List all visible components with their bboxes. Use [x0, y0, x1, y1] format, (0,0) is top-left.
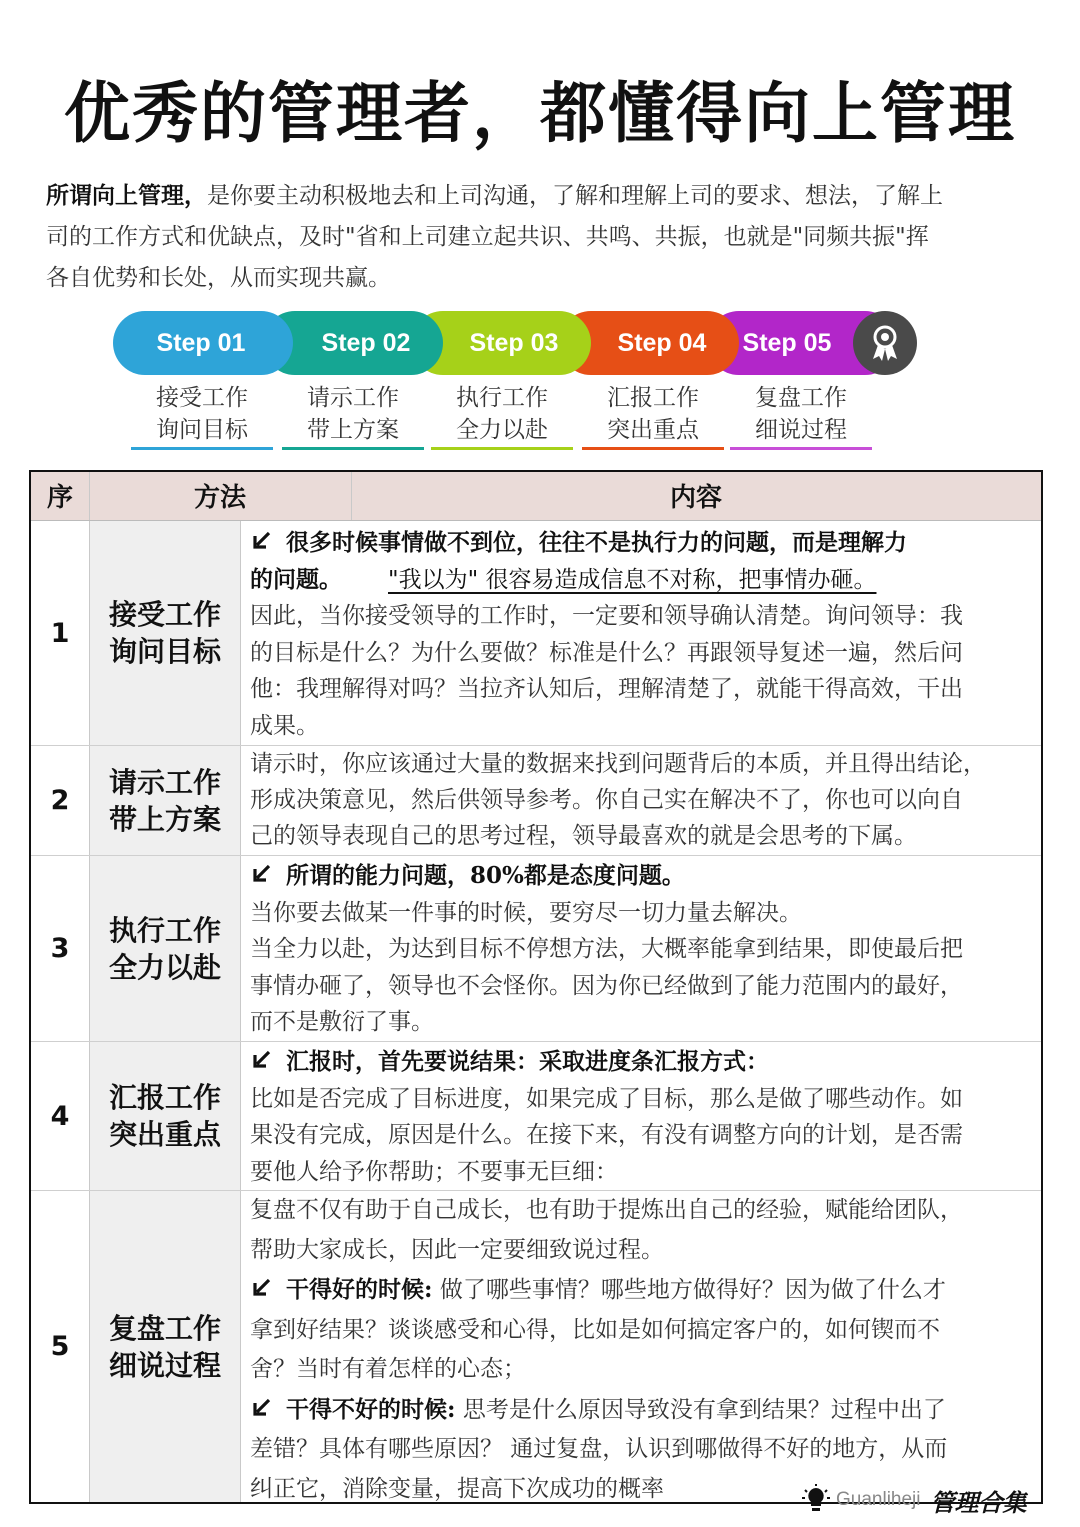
- bold-line: 所谓的能力问题，80%都是态度问题。: [286, 862, 685, 889]
- method-line: 接受工作: [108, 598, 221, 631]
- content-line: 请示时，你应该通过大量的数据来找到问题背后的本质，并且得出结论，: [250, 751, 986, 777]
- step-label: Step 03: [469, 328, 559, 357]
- content-line: 他：我理解得对吗？当拉齐认知后，理解清楚了，就能干得高效，干出: [250, 676, 963, 702]
- method-line: 请示工作: [108, 765, 221, 799]
- row-content: [250, 1191, 1034, 1502]
- arrow-down-left-icon: [250, 863, 272, 885]
- method-line: 复盘工作: [108, 1311, 221, 1345]
- intro-lead: 所谓向上管理，: [46, 183, 207, 209]
- brand-name-cn: 管理合集: [930, 1487, 1027, 1517]
- step-label: Step 01: [156, 328, 246, 357]
- caption-line: 汇报工作: [607, 385, 699, 411]
- row-method: [90, 521, 240, 745]
- row-method: [90, 746, 240, 855]
- content-line: 拿到好结果？谈谈感受和心得，比如是如何搞定客户的，如何锲而不: [250, 1316, 940, 1343]
- bold-line: 很多时候事情做不到位，往往不是执行力的问题，而是理解力: [286, 529, 907, 556]
- row-number: 5: [50, 1331, 70, 1362]
- caption-line: 询问目标: [156, 417, 248, 443]
- content-line: 帮助大家成长，因此一定要细致说过程。: [250, 1236, 664, 1263]
- content-line: 成果。: [250, 712, 319, 739]
- bold-line: 汇报时，首先要说结果：采取进度条汇报方式：: [286, 1048, 769, 1075]
- caption-line: 复盘工作: [755, 385, 847, 411]
- step-label: Step 05: [742, 328, 832, 357]
- row-method: [90, 856, 240, 1041]
- method-line: 询问目标: [108, 635, 221, 668]
- content-line: 做了哪些事情？哪些地方做得好？因为做了什么才: [439, 1277, 946, 1303]
- content-line: 果没有完成，原因是什么。在接下来，有没有调整方向的计划，是否需: [250, 1122, 963, 1148]
- step-03-caption: [431, 382, 573, 446]
- row-content: [250, 746, 1034, 855]
- lightbulb-icon: [802, 1484, 830, 1516]
- intro-line: 是你要主动积极地去和上司沟通，了解和理解上司的要求、想法，了解上: [207, 183, 943, 209]
- content-line: 要他人给予你帮助；不要事无巨细：: [250, 1158, 618, 1185]
- underlined-text: "我以为" 很容易造成信息不对称，把事情办砸。: [388, 566, 877, 593]
- row-number: 1: [50, 617, 70, 649]
- caption-line: 执行工作: [456, 385, 548, 411]
- arrow-down-left-icon: [250, 530, 272, 552]
- arrow-down-left-icon: [250, 1277, 272, 1299]
- content-line: 纠正它，消除变量，提高下次成功的概率: [250, 1475, 664, 1502]
- content-line: 差错？具体有哪些原因？ 通过复盘，认识到哪做得不好的地方，从而: [250, 1436, 948, 1462]
- caption-line: 细说过程: [755, 417, 847, 443]
- bold-line: 的问题。: [250, 565, 342, 593]
- content-line: 因此，当你接受领导的工作时，一定要和领导确认清楚。询问领导：我: [250, 603, 963, 629]
- content-line: 比如是否完成了目标进度，如果完成了目标，那么是做了哪些动作。如: [250, 1085, 963, 1112]
- caption-underline: [582, 447, 724, 450]
- row-number: 3: [50, 933, 70, 964]
- content-line: 的目标是什么？为什么要做？标准是什么？再跟领导复述一遍，然后问: [250, 639, 963, 666]
- caption-line: 突出重点: [607, 417, 699, 443]
- arrow-down-left-icon: [250, 1397, 272, 1419]
- step-01-segment: [113, 311, 293, 375]
- table-row: [31, 1191, 1041, 1502]
- header-method: 方法: [193, 483, 246, 513]
- row-content: [250, 521, 1034, 749]
- content-line: 而不是敷衍了事。: [250, 1009, 434, 1035]
- content-line: 当你要去做某一件事的时候，要穷尽一切力量去解决。: [250, 899, 802, 926]
- methods-table: [29, 470, 1043, 1504]
- header-number: 序: [46, 483, 73, 513]
- row-method: [90, 1042, 240, 1190]
- step-label: Step 02: [321, 328, 411, 357]
- step-04-caption: [582, 382, 724, 446]
- steps-bar: [113, 311, 919, 375]
- method-line: 汇报工作: [108, 1081, 221, 1114]
- content-line: 形成决策意见，然后供领导参考。你自己实在解决不了，你也可以向自: [250, 787, 963, 813]
- content-line: 当全力以赴，为达到目标不停想方法，大概率能拿到结果，即使最后把: [250, 936, 963, 962]
- table-row: [31, 856, 1041, 1042]
- content-line: 事情办砸了，领导也不会怪你。因为你已经做到了能力范围内的最好，: [250, 972, 963, 999]
- caption-line: 请示工作: [307, 385, 399, 411]
- row-content: [250, 1042, 1034, 1192]
- table-row: [31, 521, 1041, 746]
- content-line: 思考是什么原因导致没有拿到结果？过程中出了: [462, 1396, 946, 1423]
- table-row: [31, 746, 1041, 856]
- bold-line: 干得不好的时候:: [286, 1395, 456, 1423]
- method-line: 突出重点: [108, 1118, 221, 1151]
- table-row: [31, 1042, 1041, 1191]
- header-content: 内容: [669, 483, 722, 513]
- caption-underline: [730, 447, 872, 450]
- award-ribbon-icon: [853, 311, 917, 375]
- table-header: [31, 472, 1041, 521]
- intro-paragraph: [46, 176, 1036, 299]
- page-title: 优秀的管理者，都懂得向上管理: [64, 75, 1016, 152]
- arrow-down-left-icon: [250, 1049, 272, 1071]
- row-method: [90, 1191, 240, 1502]
- intro-line: 各自优势和长处，从而实现共赢。: [46, 265, 391, 291]
- row-number: 2: [50, 785, 70, 816]
- content-line: 舍？当时有着怎样的心态；: [250, 1356, 526, 1382]
- caption-underline: [282, 447, 424, 450]
- intro-line: 司的工作方式和优缺点，及时"省和上司建立起共识、共鸣、共振，也就是"同频共振"挥: [46, 224, 929, 250]
- content-line: 复盘不仅有助于自己成长，也有助于提炼出自己的经验，赋能给团队，: [250, 1197, 963, 1223]
- caption-underline: [131, 447, 273, 450]
- brand-name-en: Guanliheji: [836, 1489, 921, 1510]
- step-02-caption: [282, 382, 424, 446]
- brand-watermark: [802, 1480, 1052, 1520]
- row-content: [250, 856, 1034, 1043]
- method-line: 全力以赴: [108, 950, 221, 984]
- caption-underline: [431, 447, 573, 450]
- row-number: 4: [50, 1100, 70, 1132]
- content-line: 己的领导表现自己的思考过程，领导最喜欢的就是会思考的下属。: [250, 823, 917, 849]
- bold-line: 干得好的时候:: [286, 1276, 433, 1303]
- caption-line: 接受工作: [156, 385, 248, 411]
- method-line: 带上方案: [108, 802, 221, 836]
- step-01-caption: [131, 382, 273, 446]
- caption-line: 带上方案: [307, 417, 399, 443]
- caption-line: 全力以赴: [456, 417, 548, 443]
- step-05-caption: [730, 382, 872, 446]
- step-captions: [0, 382, 1080, 454]
- method-line: 执行工作: [108, 913, 221, 947]
- step-label: Step 04: [617, 328, 707, 357]
- method-line: 细说过程: [108, 1348, 221, 1382]
